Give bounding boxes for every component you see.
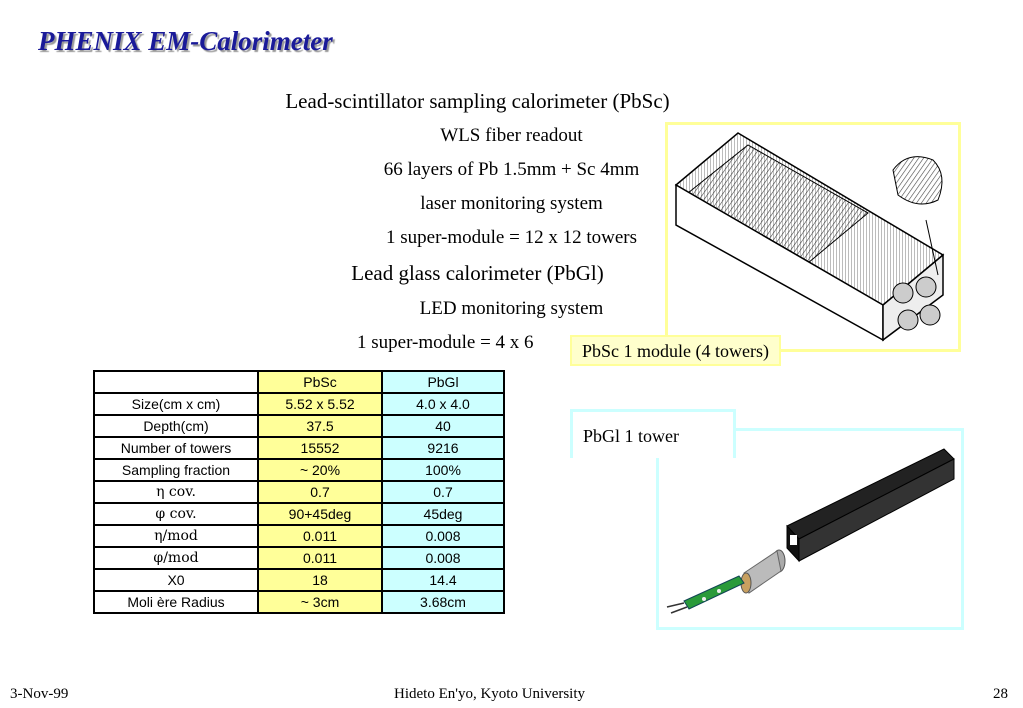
pbgl-value: 4.0 x 4.0 bbox=[382, 393, 504, 415]
pbsc-value: 0.7 bbox=[258, 481, 382, 503]
table-row bbox=[94, 503, 504, 525]
pbsc-item-1: WLS fiber readout bbox=[440, 125, 583, 146]
table-row bbox=[94, 481, 504, 503]
pbgl-value: 45deg bbox=[382, 503, 504, 525]
pbgl-caption: PbGl 1 tower bbox=[570, 409, 736, 458]
pbgl-tower-drawing bbox=[659, 431, 961, 627]
pbgl-value: 14.4 bbox=[382, 569, 504, 591]
table-row bbox=[94, 569, 504, 591]
pbsc-value: ~ 3cm bbox=[258, 591, 382, 613]
pbsc-value: 0.011 bbox=[258, 547, 382, 569]
pbgl-value: 0.7 bbox=[382, 481, 504, 503]
pbgl-value: 0.008 bbox=[382, 525, 504, 547]
pbsc-value: ~ 20% bbox=[258, 459, 382, 481]
pbsc-heading: Lead-scintillator sampling calorimeter (PbSc) bbox=[285, 89, 670, 113]
pbsc-value: 90+45deg bbox=[258, 503, 382, 525]
pbgl-item-1: LED monitoring system bbox=[419, 298, 604, 319]
footer-date: 3-Nov-99 bbox=[10, 686, 69, 702]
pbgl-tower-image-frame bbox=[656, 428, 964, 630]
slide-title: PHENIX EM-Calorimeter bbox=[38, 26, 333, 56]
pbgl-value: 40 bbox=[382, 415, 504, 437]
row-label: Moli ère Radius bbox=[94, 591, 258, 613]
pbgl-value: 0.008 bbox=[382, 547, 504, 569]
row-label: φ cov. bbox=[94, 503, 258, 525]
table-row bbox=[94, 459, 504, 481]
table-header-row bbox=[94, 371, 504, 393]
footer-author: Hideto En'yo, Kyoto University bbox=[394, 686, 586, 702]
pbsc-item-2: 66 layers of Pb 1.5mm + Sc 4mm bbox=[383, 159, 640, 180]
pbsc-value: 15552 bbox=[258, 437, 382, 459]
pbgl-value: 3.68cm bbox=[382, 591, 504, 613]
row-label: X0 bbox=[94, 569, 258, 591]
table-row bbox=[94, 547, 504, 569]
row-label: Size(cm x cm) bbox=[94, 393, 258, 415]
table-row bbox=[94, 525, 504, 547]
table-row bbox=[94, 437, 504, 459]
table-row bbox=[94, 415, 504, 437]
pbsc-module-image-frame bbox=[665, 122, 961, 352]
pbgl-value: 100% bbox=[382, 459, 504, 481]
row-label: φ/mod bbox=[94, 547, 258, 569]
row-label: η/mod bbox=[94, 525, 258, 547]
pbsc-module-drawing bbox=[668, 125, 958, 349]
pbsc-value: 18 bbox=[258, 569, 382, 591]
table-row bbox=[94, 393, 504, 415]
pbsc-item-4: 1 super-module = 12 x 12 towers bbox=[386, 227, 637, 248]
pbgl-value: 9216 bbox=[382, 437, 504, 459]
pbsc-value: 37.5 bbox=[258, 415, 382, 437]
pbsc-item-3: laser monitoring system bbox=[420, 193, 603, 214]
table-header-blank bbox=[94, 371, 258, 393]
footer-page-number: 28 bbox=[993, 686, 1008, 702]
pbgl-item-2: 1 super-module = 4 x 6 bbox=[357, 332, 534, 353]
row-label: η cov. bbox=[94, 481, 258, 503]
calorimeter-comparison-table bbox=[93, 370, 505, 614]
pbgl-heading: Lead glass calorimeter (PbGl) bbox=[351, 261, 604, 285]
row-label: Depth(cm) bbox=[94, 415, 258, 437]
pbsc-value: 0.011 bbox=[258, 525, 382, 547]
table-row bbox=[94, 591, 504, 613]
table-header-pbsc: PbSc bbox=[258, 371, 382, 393]
pbsc-value: 5.52 x 5.52 bbox=[258, 393, 382, 415]
table-header-pbgl: PbGl bbox=[382, 371, 504, 393]
row-label: Number of towers bbox=[94, 437, 258, 459]
pbsc-caption: PbSc 1 module (4 towers) bbox=[570, 335, 781, 366]
row-label: Sampling fraction bbox=[94, 459, 258, 481]
